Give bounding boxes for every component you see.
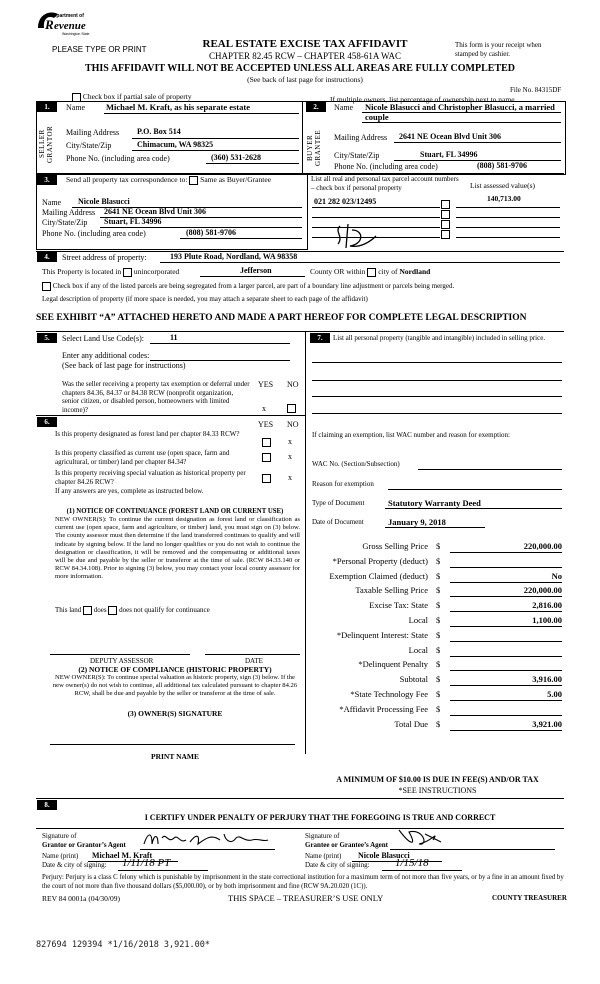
tax-row-dollar: $: [436, 600, 441, 610]
treasurer-space: THIS SPACE – TREASURER’S USE ONLY: [228, 893, 384, 903]
county-treasurer: COUNTY TREASURER: [492, 894, 567, 902]
tax-row-amount[interactable]: 1,100.00: [450, 615, 562, 627]
tax-row-amount[interactable]: 220,000.00: [450, 585, 562, 597]
tax-row-amount[interactable]: 3,916.00: [450, 674, 562, 686]
tax-row-label: *State Technology Fee: [350, 689, 428, 699]
city-checkbox[interactable]: [367, 268, 376, 277]
grantee-name-label: Name (print): [305, 852, 342, 860]
grantor-agent-label: Grantor or Grantor’s Agent: [42, 841, 126, 849]
deputy-assessor-label: DEPUTY ASSESSOR: [90, 657, 154, 665]
warning-text: THIS AFFIDAVIT WILL NOT BE ACCEPTED UNLESS ALL AREAS ARE FULLY COMPLETED: [84, 63, 516, 74]
tax-row-label: Taxable Selling Price: [355, 585, 428, 595]
buyer-name-label: Name: [334, 103, 354, 112]
revenue-logo: [36, 8, 100, 38]
seller-name-value[interactable]: Michael M. Kraft, as his separate estate: [106, 102, 250, 112]
doc-date-value[interactable]: January 9, 2018: [388, 517, 446, 527]
grantee-name-value[interactable]: Nicole Blasucci: [358, 851, 410, 860]
tax-mailing-label: Mailing Address: [42, 208, 96, 217]
tax-row-label: Excise Tax: State: [369, 600, 428, 610]
form-title: REAL ESTATE EXCISE TAX AFFIDAVIT: [202, 38, 408, 50]
segregated-checkbox[interactable]: [42, 282, 51, 291]
tax-row-amount[interactable]: 5.00: [450, 689, 562, 701]
buyer-phone-value[interactable]: (808) 581-9706: [477, 161, 527, 170]
doc-type-label: Type of Document: [312, 499, 365, 507]
section-6-number: 6.: [37, 417, 57, 427]
multiple-owners-note: If multiple owners, list percentage of ownership next to name: [330, 95, 515, 104]
buyer-mailing-value[interactable]: 2641 NE Ocean Blvd Unit 306: [399, 132, 502, 141]
parcel-number[interactable]: 021 282 023/12495: [314, 197, 377, 206]
svg-text:evenue: evenue: [54, 20, 86, 32]
seller-phone-label: Phone No. (including area code): [66, 154, 170, 163]
s6-no: NO: [287, 420, 299, 429]
land-use-value[interactable]: 11: [170, 333, 178, 342]
grantee-sig-label-1: Signature of: [305, 832, 340, 840]
tax-row-dollar: $: [436, 659, 441, 669]
segregated-row: Check box if any of the listed parcels are being segregated from a larger parcel, are part of a boundary line adjustment or parcels being merged.: [42, 282, 454, 291]
personal-property-checkbox[interactable]: [441, 220, 450, 229]
section-2-number: 2.: [306, 102, 326, 112]
buyer-grantee-label: BUYER GRANTEE: [306, 129, 322, 167]
tax-row-label: *Affidavit Processing Fee: [339, 704, 428, 714]
city-row: County OR within city of Nordland: [310, 267, 431, 276]
tax-row-dollar: $: [436, 556, 441, 566]
tax-row-amount[interactable]: [450, 645, 562, 657]
certify-text: I CERTIFY UNDER PENALTY OF PERJURY THAT THE FOREGOING IS TRUE AND CORRECT: [144, 813, 496, 822]
current-use-question: Is this property classified as current use (open space, farm and agricultural, or timber) land per chapter 84.34?: [55, 449, 230, 466]
section-4-number: 4.: [37, 252, 57, 262]
buyer-city-label: City/State/Zip: [334, 151, 380, 160]
assessed-header: List assessed value(s): [470, 181, 535, 190]
grantee-signature[interactable]: [395, 826, 445, 848]
grantor-name-value[interactable]: Michael M. Kraft: [92, 851, 153, 860]
seller-grantor-label: SELLER GRANTOR: [38, 125, 54, 163]
current-use-yes-checkbox[interactable]: [262, 453, 271, 462]
owner-signature-label: (3) OWNER(S) SIGNATURE: [127, 709, 223, 718]
notice2-title: (2) NOTICE OF COMPLIANCE (HISTORIC PROPERTY): [78, 665, 272, 674]
minimum-due-note: A MINIMUM OF $10.00 IS DUE IN FEE(S) AND/OR TAX: [336, 775, 539, 784]
tax-name-label: Name: [42, 198, 62, 207]
tax-row-dollar: $: [436, 585, 441, 595]
legal-description-label: Legal description of property (if more space is needed, you may attach a separate sheet to each page of the affidavit): [42, 295, 368, 303]
section-7-number: 7.: [310, 333, 330, 343]
s5-no-checkbox[interactable]: [287, 404, 296, 413]
land-use-label: Select Land Use Code(s):: [62, 334, 144, 343]
receipt-note: This form is your receipt when stamped by cashier.: [455, 41, 542, 58]
continuance-row: This land does does not qualify for continuance: [55, 606, 210, 615]
s5-x-mark: x: [262, 404, 266, 413]
please-type: PLEASE TYPE OR PRINT: [52, 45, 147, 54]
notice2-body: NEW OWNER(S): To continue special valuation as historic property, sign (3) below. If the new owner(s) do not wish to continue, all additional tax calculated pursuant to chapter 84.26 RCW, shall be due and payable by the seller or transferor at the time of sale.: [52, 674, 298, 698]
handwritten-initials: [330, 222, 390, 252]
street-value[interactable]: 193 Plute Road, Nordland, WA 98358: [170, 252, 298, 261]
partial-sale-row: Check box if partial sale of property: [72, 92, 192, 102]
tax-name-value[interactable]: Nicole Blasucci: [78, 197, 130, 206]
buyer-phone-label: Phone No. (including area code): [334, 162, 438, 171]
doc-type-value[interactable]: Statutory Warranty Deed: [388, 498, 481, 508]
section5-see-back: (See back of last page for instructions): [62, 361, 186, 370]
tax-row-dollar: $: [436, 630, 441, 640]
see-instructions: *SEE INSTRUCTIONS: [398, 786, 477, 795]
svg-text:R: R: [45, 17, 54, 32]
tax-row-amount[interactable]: 220,000.00: [450, 541, 562, 553]
tax-row-dollar: $: [436, 704, 441, 714]
rev-number: REV 84 0001a (04/30/09): [42, 894, 120, 903]
tax-row-label: *Delinquent Interest: State: [336, 630, 428, 640]
if-yes-note: If any answers are yes, complete as instructed below.: [55, 487, 204, 495]
tax-row-amount[interactable]: [450, 630, 562, 642]
tax-row-dollar: $: [436, 615, 441, 625]
historic-yes-checkbox[interactable]: [262, 474, 271, 483]
section-1-number: 1.: [37, 102, 57, 112]
assessed-value[interactable]: 140,713.00: [487, 194, 521, 203]
exemption-question: Was the seller receiving a property tax exemption or deferral under chapters 84.36, 84.37 or 84.38 RCW (nonprofit organization, senior citizen, or disabled person, homeowners with limited income)?: [62, 380, 250, 414]
county-value[interactable]: Jefferson: [240, 266, 272, 275]
unincorporated-checkbox[interactable]: [123, 268, 132, 277]
same-as-buyer-checkbox[interactable]: [189, 176, 198, 185]
grantor-date-label: Date & city of signing:: [42, 861, 107, 869]
tax-row-label: Gross Selling Price: [362, 541, 428, 551]
grantee-date-value[interactable]: 1/15/18: [395, 857, 429, 869]
tax-row-label: Local: [408, 615, 428, 625]
grantor-date-value[interactable]: 1/11/18 PT: [122, 857, 171, 869]
see-back-text: (See back of last page for instructions): [247, 75, 363, 84]
section-5-number: 5.: [37, 333, 57, 343]
buyer-mailing-label: Mailing Address: [334, 133, 388, 142]
tax-row-dollar: $: [436, 645, 441, 655]
tax-row-dollar: $: [436, 674, 441, 684]
forest-x: x: [288, 437, 292, 446]
tax-row-label: Exemption Claimed (deduct): [329, 571, 428, 581]
tax-row-dollar: $: [436, 571, 441, 581]
does-not-checkbox[interactable]: [108, 606, 117, 615]
grantee-date-label: Date & city of signing:: [305, 861, 370, 869]
tax-phone-label: Phone No. (including area code): [42, 229, 146, 238]
s5-no: NO: [287, 380, 299, 389]
grantor-signature[interactable]: [140, 828, 270, 850]
forest-yes-checkbox[interactable]: [262, 438, 271, 447]
notice1-body: NEW OWNER(S): To continue the current designation as forest land or classification as current use (open space, farm and agriculture, or timber) land, you must sign on (3) below. The county assessor must then determine if the land transferred continues to qualify and will indicate by signing below. If the land no longer qualifies or you do not wish to continue the designation or classification, it will be removed and the compensating or additional taxes will be due and payable by the seller or transferor at the time of sale. (RCW 84.33.140 or RCW 84.34.108). Prior to signing (3) below, you may contact your local county assessor for more information.: [55, 516, 300, 581]
tax-row-dollar: $: [436, 541, 441, 551]
personal-property-checkbox[interactable]: [441, 230, 450, 239]
tax-row-amount[interactable]: 3,921.00: [450, 719, 562, 731]
date-label: DATE: [245, 657, 263, 665]
tax-row-dollar: $: [436, 689, 441, 699]
personal-property-checkbox[interactable]: [441, 210, 450, 219]
buyer-name-value-2[interactable]: couple: [365, 112, 389, 122]
seller-mailing-label: Mailing Address: [66, 128, 120, 137]
tax-row-label: Total Due: [394, 719, 428, 729]
notice1-title: (1) NOTICE OF CONTINUANCE (FOREST LAND OR CURRENT USE): [66, 508, 284, 515]
svg-text:Department of: Department of: [50, 13, 84, 19]
wac-label: WAC No. (Section/Subsection): [312, 460, 400, 468]
historic-question: Is this property receiving special valuation as historical property per chapter 84.26 RCW?: [55, 469, 246, 486]
seller-city-label: City/State/Zip: [66, 141, 112, 150]
location-row: This Property is located in unincorporated: [42, 267, 180, 276]
street-label: Street address of property:: [62, 253, 147, 262]
tax-row-amount[interactable]: 2,816.00: [450, 600, 562, 612]
personal-property-checkbox[interactable]: [441, 200, 450, 209]
tax-city-value[interactable]: Stuart, FL 34996: [104, 217, 162, 226]
tax-city-label: City/State/Zip: [42, 218, 88, 227]
tax-row-dollar: $: [436, 719, 441, 729]
city-value[interactable]: Nordland: [399, 267, 431, 276]
print-name-label: PRINT NAME: [151, 752, 199, 761]
current-use-x: x: [288, 452, 292, 461]
grantor-name-label: Name (print): [42, 852, 79, 860]
form-chapter: CHAPTER 82.45 RCW – CHAPTER 458-61A WAC: [209, 51, 401, 61]
s5-yes: YES: [258, 380, 274, 389]
tax-row-amount[interactable]: [450, 556, 562, 568]
tax-phone-value[interactable]: (808) 581-9706: [186, 228, 236, 237]
seller-phone-value[interactable]: (360) 531-2628: [211, 153, 261, 162]
grantor-sig-label-1: Signature of: [42, 832, 77, 840]
forest-question: Is this property designated as forest land per chapter 84.33 RCW?: [55, 430, 240, 438]
historic-x: x: [288, 473, 292, 482]
tax-row-label: Local: [408, 645, 428, 655]
exemption-label: If claiming an exemption, list WAC number and reason for exemption:: [312, 431, 510, 439]
grantee-agent-label: Grantee or Grantee’s Agent: [305, 841, 389, 849]
tax-mailing-value[interactable]: 2641 NE Ocean Blvd Unit 306: [104, 207, 207, 216]
cashier-stamp: 827694 129394 *1/16/2018 3,921.00*: [36, 940, 210, 950]
does-checkbox[interactable]: [83, 606, 92, 615]
buyer-name-value-1[interactable]: Nicole Blasucci and Christopher Blasucci, a married: [365, 102, 555, 112]
doc-date-label: Date of Document: [312, 518, 364, 526]
section-8-number: 8.: [37, 800, 57, 810]
svg-text:Washington State: Washington State: [62, 32, 90, 36]
reason-label: Reason for exemption: [312, 480, 374, 488]
buyer-city-value[interactable]: Stuart, FL 34996: [420, 150, 478, 159]
tax-row-label: Subtotal: [399, 674, 428, 684]
file-number: File No. 84315DF: [510, 86, 562, 94]
section-3-number: 3.: [37, 175, 57, 185]
parcel-list-header: List all real and personal tax parcel account numbers – check box if personal property: [311, 175, 459, 192]
tax-row-amount[interactable]: [450, 659, 562, 671]
additional-codes-label: Enter any additional codes:: [62, 351, 150, 360]
personal-property-label: List all personal property (tangible and intangible) included in selling price.: [333, 334, 546, 342]
send-correspondence-row: Send all property tax correspondence to: Same as Buyer/Grantee: [66, 175, 271, 184]
s6-yes: YES: [258, 420, 274, 429]
exhibit-text: SEE EXHIBIT “A” ATTACHED HERETO AND MADE A PART HEREOF FOR COMPLETE LEGAL DESCRIPTION: [36, 313, 527, 323]
perjury-text: Perjury: Perjury is a class C felony which is punishable by imprisonment in the state correctional institution for a maximum term of not more than five years, or by a fine in an amount fixed by the court of not more than five thousand dollars ($5,000.00), or by both imprisonment and fine (RCW 9A.20.020 (1C)).: [42, 874, 564, 890]
tax-row-amount[interactable]: No: [450, 571, 562, 583]
seller-name-label: Name: [66, 103, 86, 112]
tax-row-label: *Delinquent Penalty: [358, 659, 428, 669]
tax-row-amount[interactable]: [450, 704, 562, 716]
seller-mailing-value[interactable]: P.O. Box 514: [137, 127, 181, 136]
seller-city-value[interactable]: Chimacum, WA 98325: [137, 140, 214, 149]
tax-row-label: *Personal Property (deduct): [332, 556, 428, 566]
